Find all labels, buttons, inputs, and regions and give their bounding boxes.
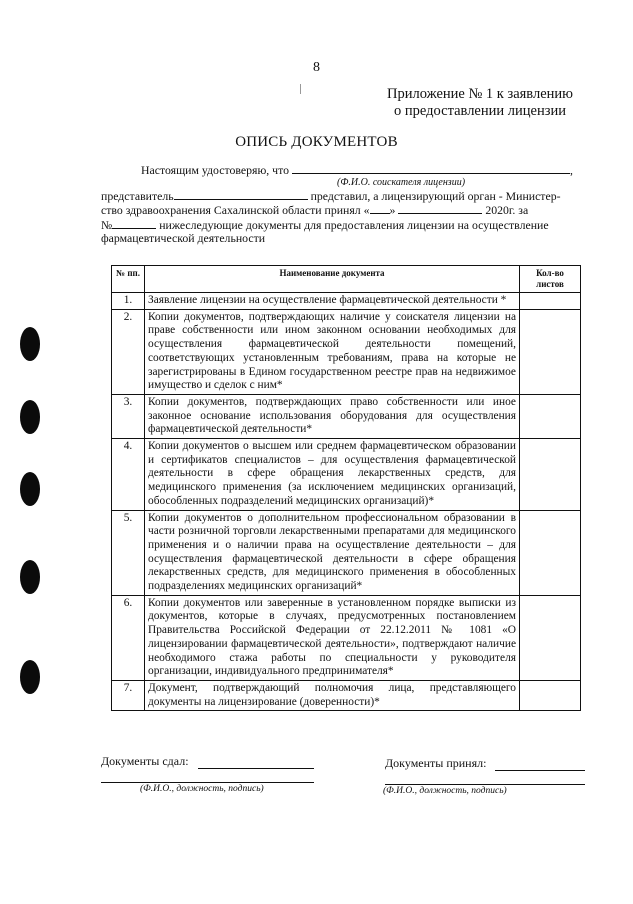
scan-artifact [300, 84, 301, 94]
handed-signature-field[interactable] [198, 768, 314, 769]
handed-name-line[interactable] [101, 782, 314, 783]
document-title: ОПИСЬ ДОКУМЕНТОВ [235, 134, 398, 150]
table-row [112, 394, 581, 438]
table-row [112, 293, 581, 310]
handed-caption: (Ф.И.О., должность, подпись) [140, 784, 264, 794]
punch-hole-mark [20, 660, 40, 694]
punch-hole-mark [20, 400, 40, 434]
appendix-line-2: о предоставлении лицензии [394, 103, 566, 119]
day-field[interactable] [370, 202, 390, 214]
row-sheet-count[interactable] [520, 309, 581, 394]
appendix-line-1: Приложение № 1 к заявлению [387, 86, 573, 102]
purpose-text: нижеследующие документы для предоставления лицензии на осуществление [159, 217, 549, 232]
table-row [112, 680, 581, 710]
row-number: 5. [112, 510, 145, 595]
table-row [112, 309, 581, 394]
month-field[interactable] [398, 202, 482, 214]
row-number: 7. [112, 680, 145, 710]
appendix-header [370, 86, 590, 120]
punch-hole-mark [20, 472, 40, 506]
row-number: 6. [112, 595, 145, 680]
received-name-line[interactable] [385, 784, 585, 785]
applicant-name-field[interactable] [292, 162, 570, 174]
header-sheet-count: Кол-во листов [520, 266, 581, 293]
representative-label: представитель [101, 189, 174, 204]
row-sheet-count[interactable] [520, 439, 581, 511]
row-document-name: Документ, подтверждающий полномочия лица, представляющего документы на лицензирование (доверенности)* [145, 680, 520, 710]
row-sheet-count[interactable] [520, 680, 581, 710]
activity-text: фармацевтической деятельности [101, 230, 266, 245]
row-document-name: Копии документов, подтверждающих наличие у соискателя лицензии на праве собственности или ином законном основании необходимых для осуществления фармацевтической деятельности помещений, соответствующих установленным требованиям, права на которые не зарегистрированы в Едином государственном реестре прав на недвижимое имущество и сделок с ним* [145, 309, 520, 394]
header-document-name: Наименование документа [145, 266, 520, 293]
row-sheet-count[interactable] [520, 394, 581, 438]
punch-hole-mark [20, 327, 40, 361]
documents-table [111, 265, 581, 711]
row-number: 2. [112, 309, 145, 394]
received-signature-field[interactable] [495, 770, 585, 771]
row-document-name: Копии документов, подтверждающих право собственности или иное законное основание использования оборудования для осуществления фармацевтической деятельности* [145, 394, 520, 438]
handed-label: Документы сдал: [101, 754, 189, 768]
received-caption: (Ф.И.О., должность, подпись) [383, 786, 507, 796]
table-row [112, 439, 581, 511]
ministry-text: ство здравоохранения Сахалинской области принял « [101, 203, 370, 218]
table-row [112, 510, 581, 595]
row-sheet-count[interactable] [520, 595, 581, 680]
row-document-name: Копии документов или заверенные в установленном порядке выписки из документов, которые в случаях, предусмотренных постановлением Правительства Российской Федерации от 22.12.2011 № 1081 «О лицензировании фармацевтической деятельности», подтверждают наличие необходимого стажа работы по специальности у руководителя организации, индивидуального предпринимателя* [145, 595, 520, 680]
applicant-caption: (Ф.И.О. соискателя лицензии) [337, 177, 466, 189]
row-number: 3. [112, 394, 145, 438]
table-header-row [112, 266, 581, 293]
row-sheet-count[interactable] [520, 293, 581, 310]
table-row [112, 595, 581, 680]
punch-hole-mark [20, 560, 40, 594]
row-number: 1. [112, 293, 145, 310]
row-document-name: Заявление лицензии на осуществление фармацевтической деятельности * [145, 293, 520, 310]
row-document-name: Копии документов о дополнительном профессиональном образовании в части розничной торговли лекарственными препаратами для медицинского применения и о наличии права на осуществление деятельности – для осуществления фармацевтической деятельности в сфере обращения лекарственных средств, для медицинского применения в обособленных подразделениях медицинских организаций* [145, 510, 520, 595]
header-number: № пп. [112, 266, 145, 293]
certify-text: Настоящим удостоверяю, что [141, 163, 289, 177]
row-sheet-count[interactable] [520, 510, 581, 595]
number-sign: № [101, 217, 113, 232]
received-label: Документы принял: [385, 756, 487, 770]
registration-number-field[interactable] [112, 217, 156, 229]
presented-text: представил, а лицензирующий орган - Министер- [310, 189, 561, 204]
row-number: 4. [112, 439, 145, 511]
representative-field[interactable] [174, 188, 308, 200]
row-document-name: Копии документов о высшем или среднем фармацевтическом образовании и сертификатов специалистов – для осуществления фармацевтической деятельности в сфере обращения лекарственных средств, для медицинского применения (за исключением медицинских организаций, обособленных подразделений медицинских организаций)* [145, 439, 520, 511]
intro-paragraph: Настоящим удостоверяю, что , (Ф.И.О. соискателя лицензии) представитель представил, а лицензирующий орган - Министер- ство здравоохранения Сахалинской области принял « » 2020г. за № нижеследующие документы для предоставления лицензии на осуществление фармацевтической деятельности [101, 163, 573, 245]
page-number: 8 [313, 60, 320, 75]
year-text: 2020г. за [485, 203, 529, 218]
